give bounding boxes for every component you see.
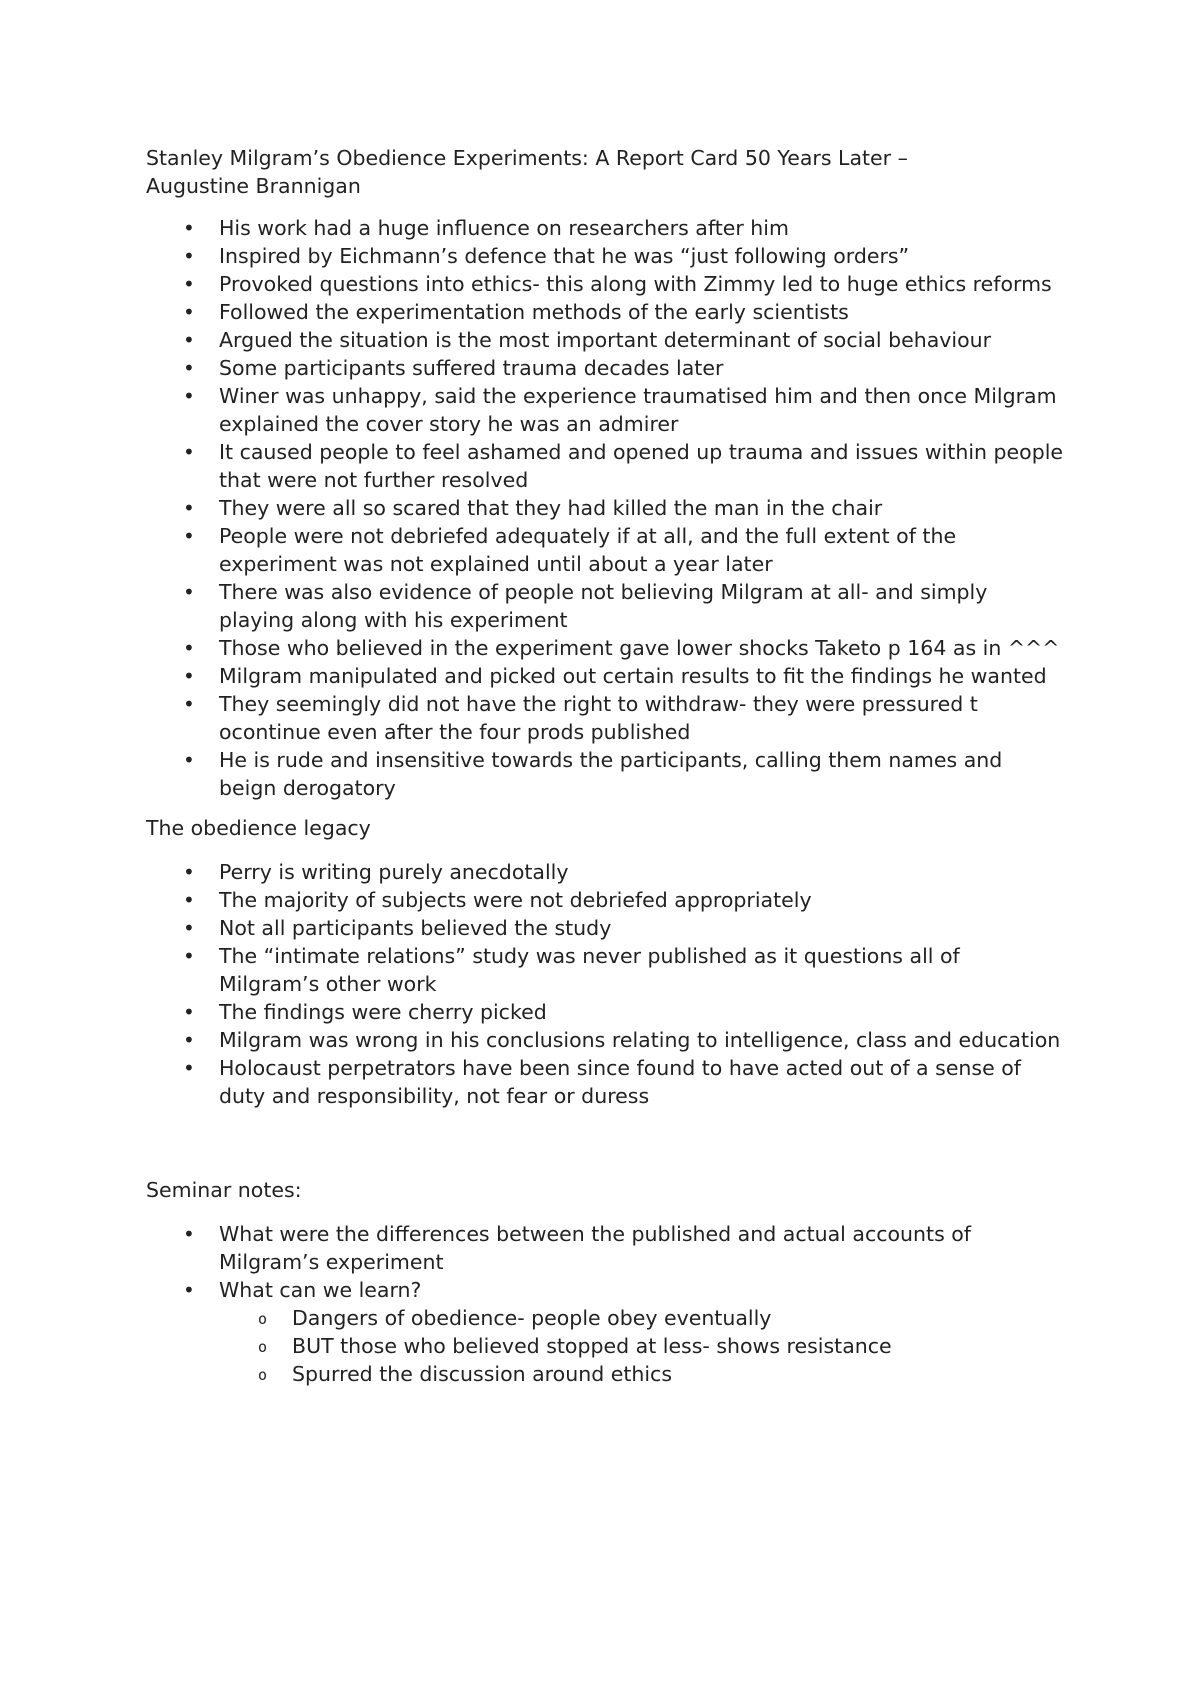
list-item: • Winer was unhappy, said the experience traumatised him and then once Milgram explained the cover story he was an admirer xyxy=(146,382,1066,438)
list-item: • Those who believed in the experiment gave lower shocks Taketo p 164 as in ^^^ xyxy=(146,634,1066,662)
list-item: • Not all participants believed the study xyxy=(146,914,1066,942)
list-item: • What can we learn? xyxy=(146,1276,1066,1304)
list-item: • People were not debriefed adequately if at all, and the full extent of the experiment was not explained until about a year later xyxy=(146,522,1066,578)
title-line: Stanley Milgram’s Obedience Experiments: A Report Card 50 Years Later – xyxy=(146,146,908,170)
author-line: Augustine Brannigan xyxy=(146,174,361,198)
list-item: • Provoked questions into ethics- this along with Zimmy led to huge ethics reforms xyxy=(146,270,1066,298)
list-item: • It caused people to feel ashamed and opened up trauma and issues within people that were not further resolved xyxy=(146,438,1066,494)
list-item: • Milgram was wrong in his conclusions relating to intelligence, class and education xyxy=(146,1026,1066,1054)
sub-list-item: o BUT those who believed stopped at less- shows resistance xyxy=(146,1332,1066,1360)
list-item: • There was also evidence of people not believing Milgram at all- and simply playing along with his experiment xyxy=(146,578,1066,634)
sub-list-item: o Dangers of obedience- people obey eventually xyxy=(146,1304,1066,1332)
summary-bullet-list xyxy=(146,214,1066,802)
section-heading-seminar: Seminar notes: xyxy=(146,1178,302,1202)
list-item: • Followed the experimentation methods of the early scientists xyxy=(146,298,1066,326)
seminar-sub-bullet-list xyxy=(146,1304,1066,1388)
list-item: • Some participants suffered trauma decades later xyxy=(146,354,1066,382)
document-title xyxy=(146,144,1066,200)
list-item: • They seemingly did not have the right to withdraw- they were pressured t ocontinue even after the four prods published xyxy=(146,690,1066,746)
list-item: • His work had a huge influence on researchers after him xyxy=(146,214,1066,242)
list-item: • They were all so scared that they had killed the man in the chair xyxy=(146,494,1066,522)
list-item: • Perry is writing purely anecdotally xyxy=(146,858,1066,886)
list-item: • What were the differences between the published and actual accounts of Milgram’s experiment xyxy=(146,1220,1066,1276)
list-item: • The majority of subjects were not debriefed appropriately xyxy=(146,886,1066,914)
list-item: • He is rude and insensitive towards the participants, calling them names and beign derogatory xyxy=(146,746,1066,802)
document-page xyxy=(146,144,1066,1388)
list-item: • The findings were cherry picked xyxy=(146,998,1066,1026)
list-item: • Milgram manipulated and picked out certain results to fit the findings he wanted xyxy=(146,662,1066,690)
list-item: • Argued the situation is the most important determinant of social behaviour xyxy=(146,326,1066,354)
list-item: • The “intimate relations” study was never published as it questions all of Milgram’s other work xyxy=(146,942,1066,998)
sub-list-item: o Spurred the discussion around ethics xyxy=(146,1360,1066,1388)
section-heading-legacy: The obedience legacy xyxy=(146,816,371,840)
legacy-bullet-list xyxy=(146,858,1066,1110)
list-item: • Holocaust perpetrators have been since found to have acted out of a sense of duty and responsibility, not fear or duress xyxy=(146,1054,1066,1110)
seminar-bullet-list xyxy=(146,1220,1066,1304)
list-item: • Inspired by Eichmann’s defence that he was “just following orders” xyxy=(146,242,1066,270)
